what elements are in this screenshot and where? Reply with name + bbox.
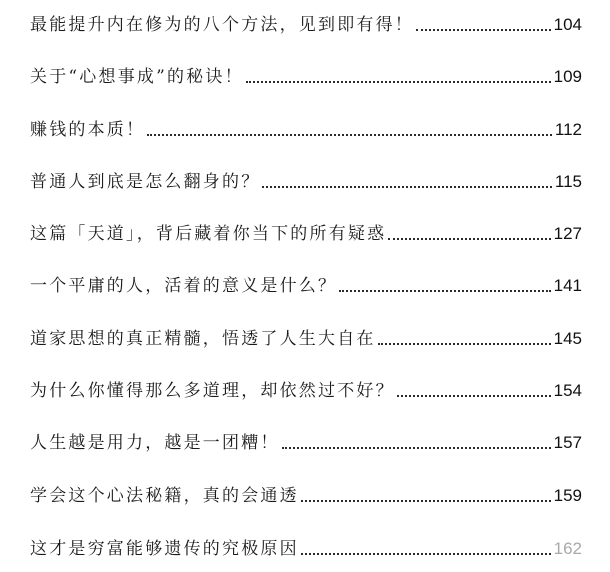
toc-entry-page: 145 [553, 329, 582, 348]
toc-entry[interactable] [30, 269, 582, 297]
toc-entry[interactable] [30, 165, 582, 193]
toc-entry-title: 赚钱的本质！ [30, 120, 146, 140]
dot-leader [301, 500, 551, 502]
dot-leader [416, 29, 551, 31]
dot-leader [378, 343, 551, 345]
dot-leader [262, 186, 551, 188]
toc-entry-title: 学会这个心法秘籍，真的会通透 [30, 486, 299, 506]
toc-entry-page: 104 [553, 15, 582, 34]
toc-entry[interactable] [30, 217, 582, 245]
toc-entry-page: 159 [553, 486, 582, 505]
toc-entry-page: 154 [553, 381, 582, 400]
toc-entry-title: 人生越是用力，越是一团糟！ [30, 433, 280, 453]
toc-entry[interactable] [30, 8, 582, 36]
toc-entry-page: 127 [553, 224, 582, 243]
dot-leader [339, 290, 550, 292]
dot-leader [282, 447, 551, 449]
toc-entry[interactable] [30, 374, 582, 402]
toc-entry-title: 最能提升内在修为的八个方法，见到即有得！ [30, 15, 414, 35]
toc-entry-page: 162 [553, 539, 582, 558]
toc-entry-title: 一个平庸的人，活着的意义是什么？ [30, 276, 338, 296]
dot-leader [388, 238, 550, 240]
toc-entry-title: 这篇「天道」，背后藏着你当下的所有疑惑 [30, 224, 387, 244]
toc-entry[interactable] [30, 479, 582, 507]
toc-entry[interactable] [30, 322, 582, 350]
toc-entry-title: 这才是穷富能够遗传的究极原因 [30, 539, 299, 559]
dot-leader [246, 81, 551, 83]
toc-entry-page: 109 [553, 67, 582, 86]
toc-entry[interactable] [30, 113, 582, 141]
toc-entry[interactable] [30, 60, 582, 88]
dot-leader [147, 134, 552, 136]
toc-entry-page: 141 [553, 276, 582, 295]
toc-entry-title: 关于“心想事成”的秘诀！ [30, 67, 244, 87]
toc-entry-title: 道家思想的真正精髓，悟透了人生大自在 [30, 329, 376, 349]
toc-entry-page: 112 [554, 120, 582, 139]
dot-leader [301, 553, 551, 555]
toc-entry-title: 为什么你懂得那么多道理，却依然过不好？ [30, 381, 395, 401]
toc-entry-page: 157 [553, 433, 582, 452]
toc-entry[interactable] [30, 532, 582, 560]
toc-entry-title: 普通人到底是怎么翻身的？ [30, 172, 261, 192]
toc-entry[interactable] [30, 426, 582, 454]
dot-leader [397, 395, 551, 397]
toc-entry-page: 115 [554, 172, 582, 191]
